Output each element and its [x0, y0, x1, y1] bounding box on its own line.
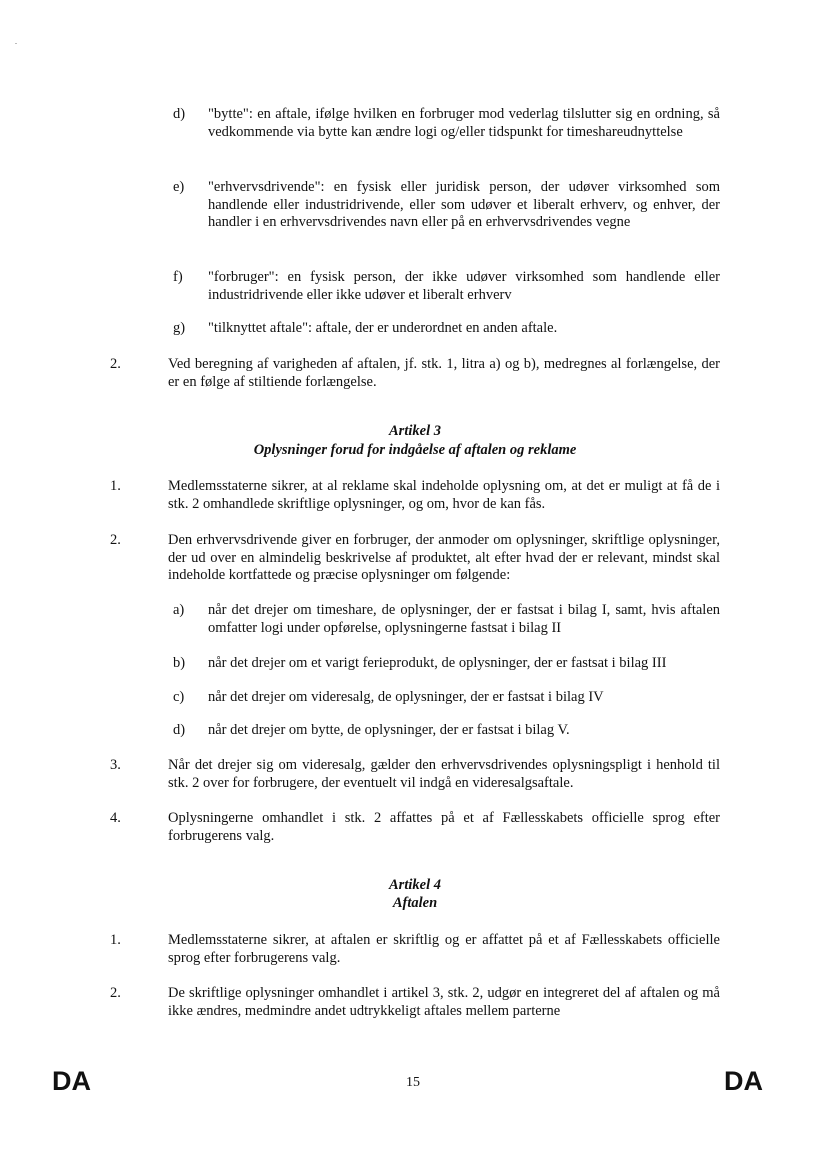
article-3-list-item-d — [173, 722, 720, 740]
paragraph-number: 1. — [110, 478, 121, 494]
list-label: d) — [173, 106, 186, 122]
paragraph-text: Medlemsstaterne sikrer, at aftalen er skriftlig og er affattet på et af Fællesskabets officielle sprog efter forbrugerens valg. — [168, 932, 720, 966]
article-3-paragraph-1 — [110, 478, 720, 513]
list-label: g) — [173, 320, 186, 336]
article-3-heading: Artikel 3 — [389, 423, 441, 439]
article-3-title: Oplysninger forud for indgåelse af aftalen og reklame — [253, 442, 577, 458]
paragraph-number: 2. — [110, 356, 121, 372]
paragraph-text: Medlemsstaterne sikrer, at al reklame skal indeholde oplysning om, at det er muligt at få de i stk. 2 omhandlede skriftlige oplysninger, og om, hvor de kan fås. — [168, 478, 720, 512]
list-text: "erhvervsdrivende": en fysisk eller juridisk person, der udøver virksomhed som handlende eller industridrivende, eller som udøver et liberalt erhverv, og enhver, der handler i en erhvervsdrivendes navn eller på en erhvervsdrivendes vegne — [208, 179, 720, 230]
list-label: e) — [173, 179, 185, 195]
article-3-paragraph-3 — [110, 757, 720, 792]
list-text: når det drejer om videresalg, de oplysninger, der er fastsat i bilag IV — [208, 689, 604, 705]
article-3-list-item-b — [173, 655, 720, 673]
list-text: når det drejer om timeshare, de oplysninger, der er fastsat i bilag I, samt, hvis aftalen omfatter logi under opførelse, oplysningerne fastsat i bilag II — [208, 602, 720, 636]
article-4-title: Aftalen — [392, 895, 438, 911]
scan-speck — [15, 43, 17, 44]
paragraph-number: 2. — [110, 532, 121, 548]
page-number: 15 — [406, 1075, 420, 1090]
footer-language-code-right: DA — [724, 1066, 763, 1096]
article-3-list-item-a — [173, 602, 720, 637]
definition-item-g — [173, 320, 720, 338]
list-label: b) — [173, 655, 186, 671]
footer-language-code-left: DA — [52, 1066, 91, 1096]
definition-item-f — [173, 269, 720, 304]
article-3-list-item-c — [173, 689, 720, 707]
definition-item-e — [173, 179, 720, 232]
article-3-paragraph-4 — [110, 810, 720, 845]
article-4-heading: Artikel 4 — [389, 877, 441, 893]
article-4-paragraph-1 — [110, 932, 720, 967]
list-label: a) — [173, 602, 185, 618]
definition-item-d — [173, 106, 720, 141]
list-text: "forbruger": en fysisk person, der ikke udøver virksomhed som handlende eller industridrivende eller ikke udøver et liberalt erhverv — [208, 269, 720, 303]
list-label: f) — [173, 269, 183, 285]
list-label: c) — [173, 689, 185, 705]
article-3-paragraph-2 — [110, 532, 720, 585]
paragraph-number: 1. — [110, 932, 121, 948]
paragraph-number: 3. — [110, 757, 121, 773]
list-label: d) — [173, 722, 186, 738]
paragraph-text: Oplysningerne omhandlet i stk. 2 affattes på et af Fællesskabets officielle sprog efter forbrugerens valg. — [168, 810, 720, 844]
list-text: "bytte": en aftale, ifølge hvilken en forbruger mod vederlag tilslutter sig en ordning, så vedkommende via bytte kan ændre logi og/eller tidspunkt for timeshareudnyttelse — [208, 106, 720, 140]
paragraph-number: 4. — [110, 810, 121, 826]
paragraph-text: Når det drejer sig om videresalg, gælder den erhvervsdrivendes oplysningspligt i henhold til stk. 2 over for forbrugere, der eventuelt vil indgå en videresalgsaftale. — [168, 757, 720, 791]
paragraph-number: 2. — [110, 985, 121, 1001]
paragraph-text: De skriftlige oplysninger omhandlet i artikel 3, stk. 2, udgør en integreret del af aftalen og må ikke ændres, medmindre andet udtrykkeligt aftales mellem parterne — [168, 985, 720, 1019]
list-text: når det drejer om et varigt ferieprodukt, de oplysninger, der er fastsat i bilag III — [208, 655, 667, 671]
paragraph-text: Den erhvervsdrivende giver en forbruger, der anmoder om oplysninger, skriftlige oplysninger, der ud over en almindelig beskrivelse af produktet, alt efter hvad der er relevant, mindst skal indeholde kortfattede og præcise oplysninger om følgende: — [168, 532, 720, 583]
list-text: når det drejer om bytte, de oplysninger, der er fastsat i bilag V. — [208, 722, 570, 738]
paragraph-text: Ved beregning af varigheden af aftalen, jf. stk. 1, litra a) og b), medregnes al forlængelse, der er en følge af stiltiende forlængelse. — [168, 356, 720, 390]
list-text: "tilknyttet aftale": aftale, der er underordnet en anden aftale. — [208, 320, 558, 336]
paragraph-2 — [110, 356, 720, 391]
article-4-paragraph-2 — [110, 985, 720, 1020]
